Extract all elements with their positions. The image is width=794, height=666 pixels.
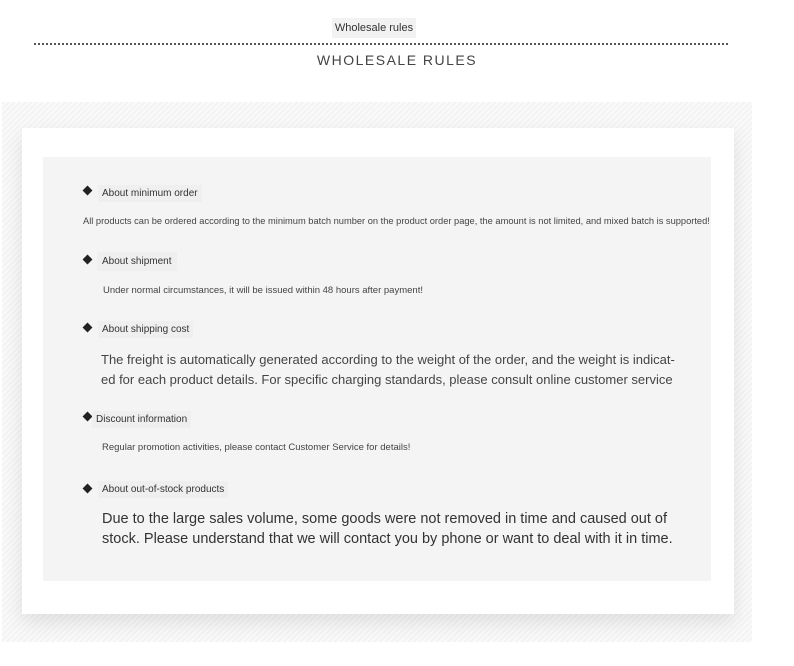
rule-description-out-of-stock-line1: Due to the large sales volume, some goods were not removed in time and caused out of xyxy=(102,511,668,527)
rule-description-shipping-cost-line1: The freight is automatically generated according to the weight of the order, and the weight is indicat- xyxy=(101,352,675,367)
page-title: WHOLESALE RULES xyxy=(316,52,478,68)
rule-description-discount: Regular promotion activities, please contact Customer Service for details! xyxy=(102,442,411,453)
rule-description-shipment: Under normal circumstances, it will be issued within 48 hours after payment! xyxy=(103,285,423,296)
rule-description-minimum-order: All products can be ordered according to the minimum batch number on the product order page, the amount is not limited, and mixed batch is supported! xyxy=(83,216,710,226)
rule-description-shipping-cost-line2: ed for each product details. For specific charging standards, please consult online customer service xyxy=(101,372,673,387)
rule-title-minimum-order: About minimum order xyxy=(98,185,202,202)
section-tag: Wholesale rules xyxy=(332,18,416,38)
rule-description-out-of-stock-line2: stock. Please understand that we will contact you by phone or want to deal with it in time. xyxy=(102,531,673,547)
rule-title-out-of-stock: About out-of-stock products xyxy=(98,481,228,498)
dotted-divider xyxy=(34,43,728,45)
rule-title-shipping-cost: About shipping cost xyxy=(98,321,193,338)
rule-title-discount: Discount information xyxy=(92,411,191,428)
rule-title-shipment: About shipment xyxy=(97,252,177,271)
